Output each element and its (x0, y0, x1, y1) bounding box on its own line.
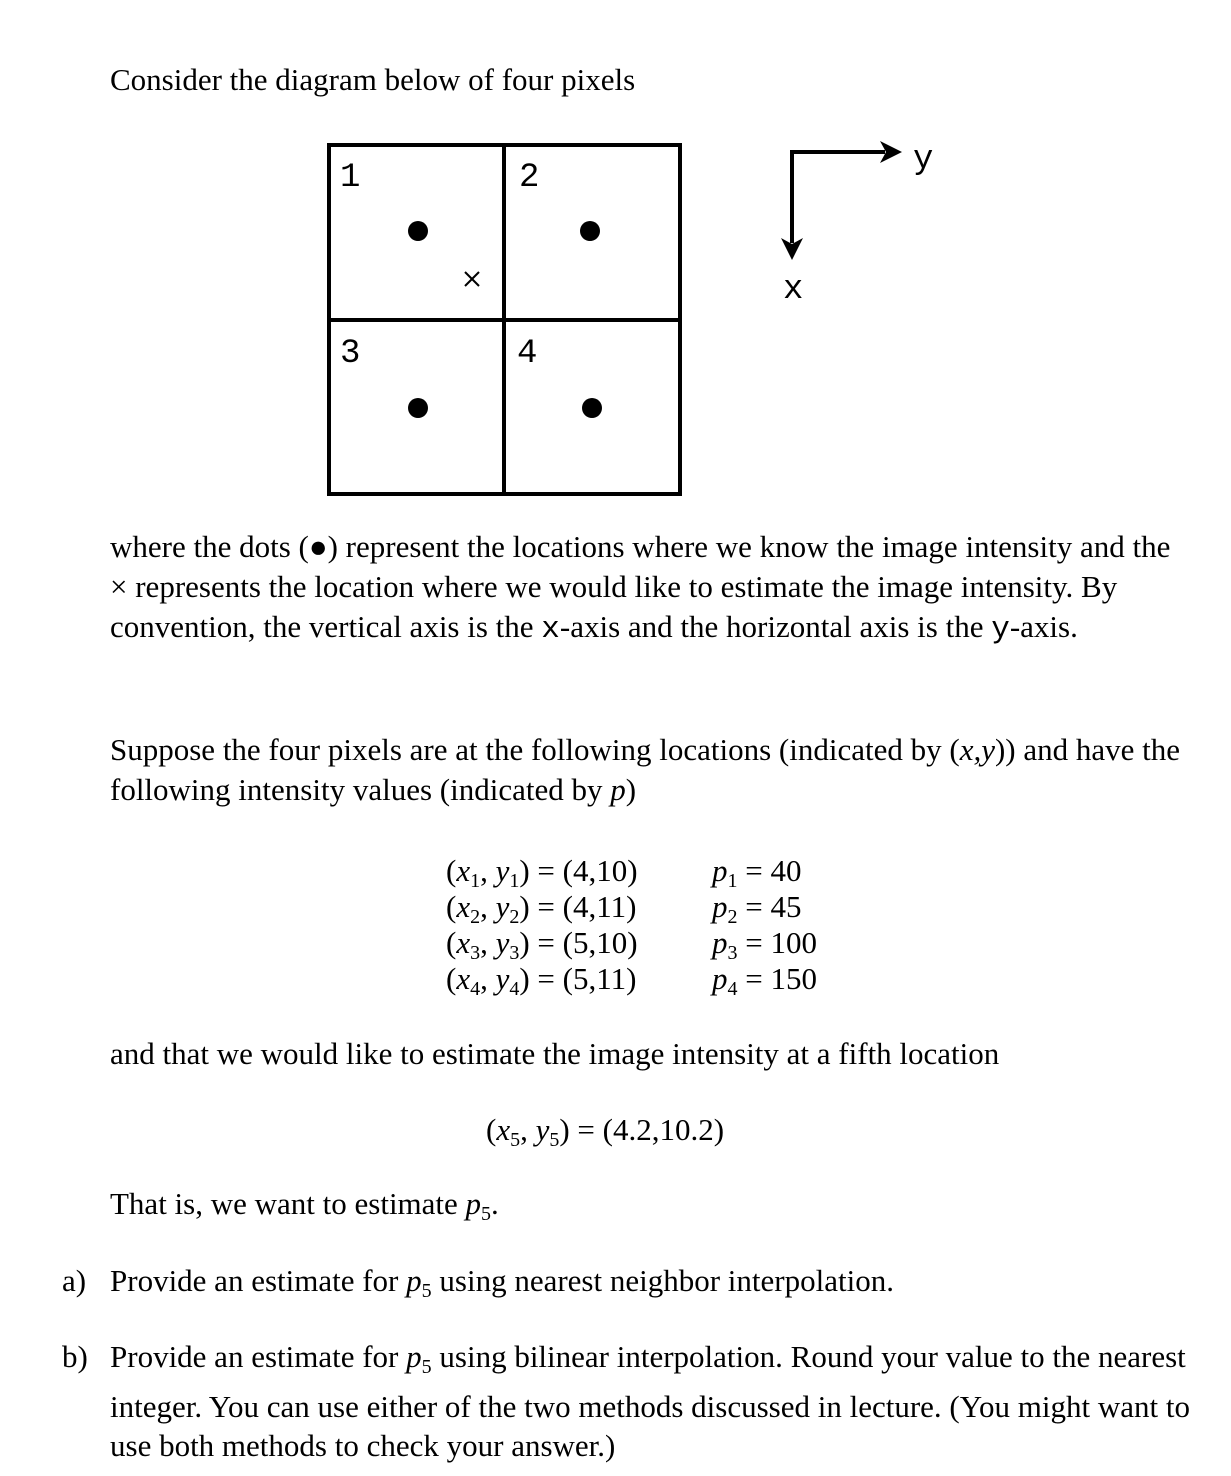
pixel-label-4: 4 (517, 335, 538, 373)
suppose-text-1: Suppose the four pixels are at the following locations (indicated by ( (110, 732, 960, 767)
known-dot-1 (408, 221, 428, 241)
estimate-cross-icon (465, 272, 479, 286)
desc-text-2: ) represent the locations where we know the image intensity and the (327, 529, 1171, 564)
description-paragraph (110, 527, 1190, 650)
axis-y-label: y (913, 141, 934, 179)
desc-text-4: -axis and the horizontal axis is the (559, 609, 992, 644)
question-b-label: b) (62, 1339, 88, 1374)
question-b-body: Provide an estimate for $p_5$ using bilinear interpolation. Round your value to the nearest integer. You can use either of the two methods discussed in lecture. (You might want to use both methods to check your answer.) (110, 1339, 1190, 1463)
axis-x-label: x (783, 271, 804, 309)
cross-symbol-icon: × (110, 569, 128, 604)
that-is-text: That is, we want to estimate $p_5$. (110, 1186, 499, 1225)
intro-text: Consider the diagram below of four pixels (110, 62, 636, 97)
value-eq-4: $p_4 = 150$ (712, 961, 817, 1000)
location-eq-2: ($x_2$, $y_2) = (4,11)$ (446, 889, 637, 928)
value-eq-3: $p_3 = 100$ (712, 925, 817, 964)
suppose-text-2: )) and have the following intensity values (indicated by (110, 732, 1181, 807)
desc-x-var: x (541, 612, 560, 647)
pixel-label-1: 1 (340, 159, 361, 197)
desc-text-1: where the dots ( (110, 529, 309, 564)
fifth-location-eq: ($x_5$, $y_5) = (4.2,10.2)$ (486, 1112, 725, 1151)
dot-symbol-icon: ● (308, 529, 328, 564)
suppose-text-3: ) (625, 772, 637, 807)
location-eq-1: ($x_1$, $y_1) = (4,10)$ (446, 853, 638, 892)
location-eq-3: ($x_3$, $y_3) = (5,10)$ (446, 925, 638, 964)
pixel-label-3: 3 (340, 335, 361, 373)
location-eq-4: ($x_4$, $y_4) = (5,11)$ (446, 961, 637, 1000)
suppose-p: p (610, 772, 626, 807)
suppose-paragraph (110, 730, 1210, 810)
suppose-xy: x,y (959, 732, 995, 767)
known-dot-2 (580, 221, 600, 241)
known-dot-4 (582, 398, 602, 418)
question-a-body: Provide an estimate for $p_5$ using nearest neighbor interpolation. (110, 1263, 894, 1302)
axis-arrows-icon (781, 141, 902, 260)
value-eq-2: $p_2 = 45$ (712, 889, 802, 928)
value-eq-1: $p_1 = 40$ (712, 853, 802, 892)
desc-text-3: represents the location where we would like to estimate the image intensity. By convention, the vertical axis is the (110, 569, 1118, 644)
question-a-label: a) (62, 1263, 87, 1298)
known-dot-3 (408, 398, 428, 418)
pixel-label-2: 2 (519, 159, 540, 197)
fifth-location-text: and that we would like to estimate the image intensity at a fifth location (110, 1036, 1000, 1071)
desc-y-var: y (991, 612, 1010, 647)
desc-text-5: -axis. (1009, 609, 1078, 644)
pixel-diagram (0, 0, 1231, 520)
